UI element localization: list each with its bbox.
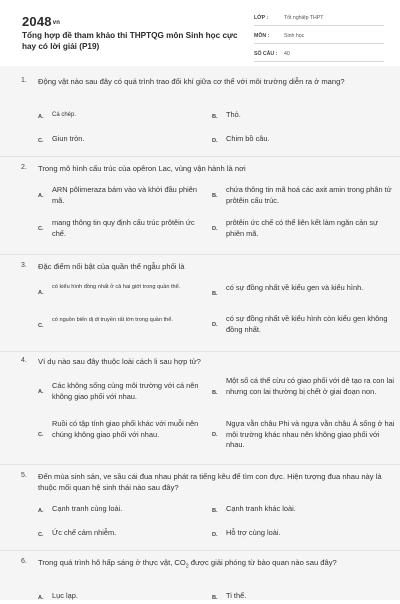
question-divider bbox=[0, 254, 400, 255]
question-divider bbox=[0, 464, 400, 465]
document-title: Tổng hợp đề tham khảo thi THPTQG môn Sinh học cực hay có lời giải (P19) bbox=[22, 31, 238, 51]
question-divider bbox=[0, 351, 400, 352]
document-header bbox=[0, 0, 400, 66]
meta-question-count: SỐ CÂU : 40 bbox=[254, 47, 384, 62]
site-logo[interactable]: 2048vn bbox=[22, 14, 61, 29]
meta-class: LỚP : Tốt nghiệp THPT bbox=[254, 11, 384, 26]
question-text: Trong quá trình hô hấp sáng ở thực vật, $CO_2$ được giải phóng từ bào quan nào sau đây? bbox=[38, 558, 337, 570]
meta-subject: MÔN : Sinh học bbox=[254, 29, 384, 44]
question-divider bbox=[0, 550, 400, 551]
question-list: 1. Động vật nào sau đây có quá trình trao đổi khí giữa cơ thể với môi trường diễn ra ở mang? A. Cá chép. B. Thỏ. C. Giun tròn. D. Chim bồ câu. 2. Trong mô hình cấu trúc của opêron Lac, vùng vận hành là nơi A. ARN pôlimeraza bám vào và khởi đầu phiên mã. B. chứa thông tin mã hoá các axit amin trong phân tử prôtêin cấu trúc. C. mang thông tin quy định cấu trúc prôtêin ức chế. D. prôtêin ức chế có thể liên kết làm ngăn cản sự phiên mã. 3. Đặc điểm nổi bật của quần thể ngẫu phối là A. có kiểu hình đồng nhất ở cả hai giới trong quần thể. B. có sự đồng nhất về kiểu gen và kiểu hình. C. có nguồn biến dị di truyền rất lớn trong quần thể. D. có sự đồng nhất về kiểu hình còn kiểu gen không đồng nhất. 4. Ví dụ nào sau đây thuộc loài cách li sau hợp tử? A. Các không sống cùng môi trường với cá nên không giao phối với nhau. B. Một số cá thể cừu có giao phối với dê tạo ra con lai nhưng con lai thường bị chết ở giai đoạn non. C. Ruồi có tập tính giao phối khác với muỗi nên chúng không giao phối với nhau. D. Ngựa vằn châu Phi và ngựa vằn châu Á sống ở hai môi trường khác nhau nên không giao phối với nhau. 5. Đến mùa sinh sản, ve sầu cái đua nhau phát ra tiếng kêu để tìm con đực. Hiện tượng đua nhau này là thuộc mối quan hệ sinh thái nào sau đây? A. Cạnh tranh cùng loài. B. Cạnh tranh khác loài. C. Ức chế cảm nhiễm. D. Hỗ trợ cùng loài. 6. Trong quá trình hô hấp sáng ở thực vật, $CO_2$ được giải phóng từ bào quan nào sau đây? A. Lục lạp. B. Ti thể. bbox=[0, 66, 400, 600]
document-meta bbox=[254, 11, 384, 65]
question-divider bbox=[0, 156, 400, 157]
